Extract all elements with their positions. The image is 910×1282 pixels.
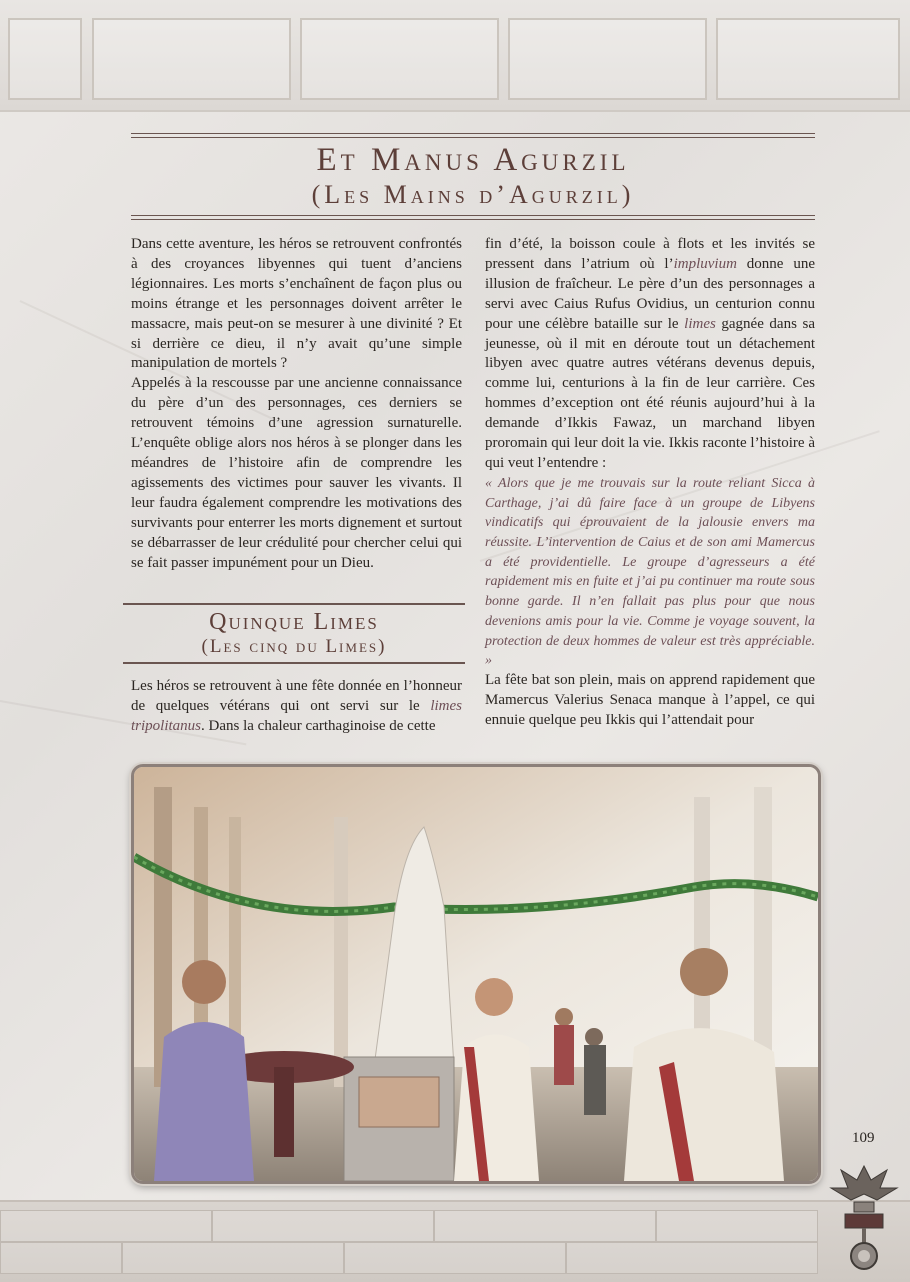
section-title: Quinque Limes (209, 609, 379, 635)
title-rule-bottom (131, 219, 815, 220)
intro-column (131, 235, 462, 573)
text-run: donne une illusion de fraîcheur. Le père d’un des personnages a servi avec Caius Rufus Ovidius, un centurion connu pour une célèbre bataille sur le (485, 255, 815, 332)
decorative-frieze-top (0, 0, 910, 112)
title-rule-top (131, 137, 815, 138)
narrative-paragraph (485, 235, 815, 474)
section-rule-top (123, 603, 465, 605)
section-paragraph (131, 677, 462, 737)
intro-paragraph: Dans cette aventure, les héros se retrouvent confrontés à des croyances libyennes qui tuent d’anciens légionnaires. Les morts s’enchaînent de façon plus ou moins étrange et les personnages doivent arrêter le massacre, mais peut-on se mesurer à une divinité ? Et si derrière ce dieu, il n’y avait qu’une simple manipulation de mortels ? (131, 236, 462, 372)
decorative-frieze-bottom (0, 1200, 910, 1282)
emphasis-text: impluvium (673, 255, 737, 272)
emphasis-text: limes (684, 315, 716, 332)
text-run: gagnée dans sa jeunesse, où il mit en déroute tout un détachement libyen avec quatre autres vétérans devenus depuis, comme lui, centurions à la fin de leur carrière. Ces hommes d’exception ont été réunis aujourd’hui à la demande d’Ikkis Fawaz, un marchand libyen proromain qui leur doit la vie. Ikkis raconte l’histoire à qui veut l’entendre : (485, 315, 815, 471)
roman-eagle-emblem-icon (825, 1160, 903, 1275)
section-column (131, 677, 462, 737)
ikkis-quote: « Alors que je me trouvais sur la route reliant Sicca à Carthage, j’ai dû faire face à un groupe de Libyens vindicatifs qui éprouvaient de la jalousie envers ma réussite. L’intervention de Caius et de son ami Mamercus a été providentielle. Le groupe d’agresseurs a été rapidement mis en fuite et j’ai pu continuer ma route sous bonne garde. Il n’en fallait pas plus pour que nous devenions amis pour la vie. Comme je voyage souvent, la protection de deux hommes de valeur est très appréciable. » (485, 475, 815, 669)
right-column (485, 235, 815, 731)
intro-paragraph: Appelés à la rescousse par une ancienne connaissance du père d’un des personnages, ces derniers se retrouvent témoins d’une agression surnaturelle. L’enquête oblige alors nos héros à se plonger dans les méandres de l’histoire afin de comprendre les agissements des victimes pour sauver les vivants. Il leur faudra également comprendre les motivations des survivants pour enterrer les morts dignement et surtout se débarrasser de leur crédulité pour chercher celui qui se fait passer impunément pour un Dieu. (131, 375, 462, 571)
title-rule-bottom (131, 215, 815, 216)
chapter-title: Et Manus Agurzil (316, 142, 630, 178)
text-run: . Dans la chaleur carthaginoise de cette (201, 717, 436, 734)
atrium-illustration (131, 764, 821, 1184)
text-run: fin d’été, la boisson coule à flots et les invités se pressent dans l’atrium où l’ (485, 236, 815, 272)
title-rule-top (131, 133, 815, 134)
page-number: 109 (852, 1130, 875, 1146)
text-run: Les héros se retrouvent à une fête donnée en l’honneur de quelques vétérans qui ont servi sur le (131, 678, 462, 714)
chapter-subtitle: (Les Mains d’Agurzil) (311, 180, 635, 209)
emphasis-text: limes tripolitanus (131, 697, 462, 734)
section-rule-bottom (123, 662, 465, 664)
narrative-paragraph: La fête bat son plein, mais on apprend rapidement que Mamercus Valerius Senaca manque à l’appel, ce qui ennuie quelque peu Ikkis qui l’attendait pour (485, 671, 815, 728)
section-subtitle: (Les cinq du Limes) (201, 636, 387, 657)
